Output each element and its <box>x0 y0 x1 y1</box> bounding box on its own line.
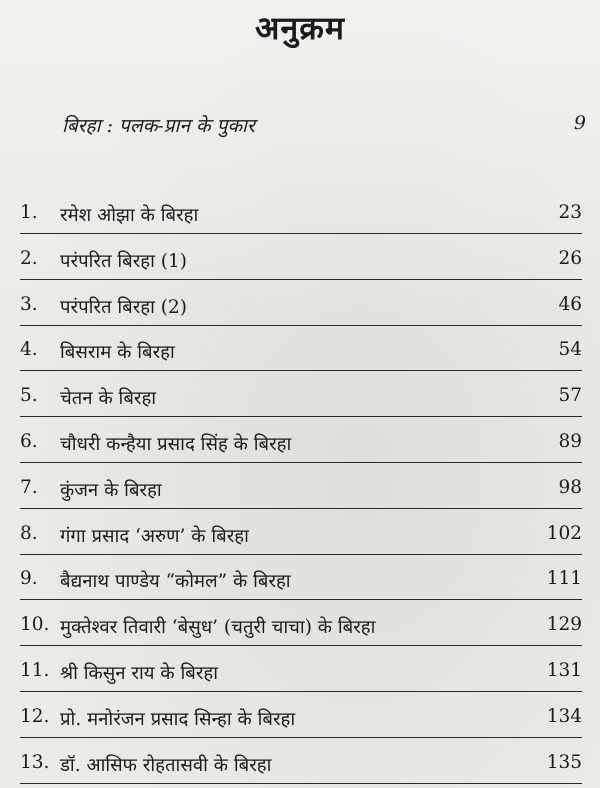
toc-entry <box>20 568 582 598</box>
toc-entry <box>20 339 582 369</box>
entry-number: 5. <box>20 385 38 407</box>
intro-title: बिरहा : पलक-प्रान के पुकार <box>62 115 255 137</box>
entry-page-number: 102 <box>546 522 582 544</box>
entry-title: श्री किसुन राय के बिरहा <box>60 663 219 684</box>
entry-page-number: 129 <box>546 614 582 636</box>
entry-title: प्रो. मनोरंजन प्रसाद सिन्हा के बिरहा <box>60 708 296 730</box>
entry-title: चेतन के बिरहा <box>60 388 157 410</box>
entry-number: 3. <box>20 293 38 315</box>
entry-divider <box>20 416 582 417</box>
entry-title: चौधरी कन्हैया प्रसाद सिंह के बिरहा <box>60 434 292 455</box>
toc-entry <box>20 202 582 232</box>
entry-page-number: 54 <box>558 339 582 361</box>
entry-divider <box>20 370 582 371</box>
entry-number: 10. <box>20 614 50 636</box>
entry-page-number: 23 <box>558 202 582 223</box>
intro-entry <box>62 112 586 142</box>
entry-number: 6. <box>20 431 38 452</box>
entry-number: 2. <box>20 247 38 269</box>
entry-page-number: 111 <box>546 568 582 590</box>
entry-title: परंपरित बिरहा (2) <box>60 296 187 318</box>
toc-entry <box>20 385 582 415</box>
entry-number: 1. <box>20 202 38 223</box>
entry-divider <box>20 691 582 692</box>
entry-title: मुक्तेश्वर तिवारी ‘बेसुध’ (चतुरी चाचा) के बिरहा <box>60 617 376 639</box>
entry-title: परंपरित बिरहा (1) <box>60 250 187 272</box>
entry-title: कुंजन के बिरहा <box>60 479 162 501</box>
entry-title: रमेश ओझा के बिरहा <box>60 205 199 226</box>
entry-number: 4. <box>20 339 38 361</box>
toc-entry <box>20 523 582 553</box>
entry-page-number: 89 <box>558 431 582 452</box>
entry-title: डॉ. आसिफ रोहतासवी के बिरहा <box>60 754 272 776</box>
entry-divider <box>20 737 582 738</box>
entry-number: 9. <box>20 568 38 590</box>
entry-divider <box>20 508 582 509</box>
entry-divider <box>20 233 582 234</box>
entry-divider <box>20 462 582 463</box>
entry-page-number: 26 <box>558 247 582 269</box>
toc-entry <box>20 752 582 782</box>
toc-entry <box>20 706 582 736</box>
entry-page-number: 131 <box>546 660 582 681</box>
entry-page-number: 98 <box>558 476 582 498</box>
toc-entry <box>20 294 582 324</box>
entry-divider <box>20 554 582 555</box>
toc-entry <box>20 614 582 644</box>
entry-page-number: 46 <box>558 293 582 315</box>
toc-entry <box>20 477 582 507</box>
entry-number: 11. <box>20 660 50 681</box>
intro-page-number: 9 <box>573 112 586 134</box>
toc-entry <box>20 248 582 278</box>
entry-title: बिसराम के बिरहा <box>60 342 175 364</box>
entry-page-number: 57 <box>558 385 582 407</box>
entry-number: 8. <box>20 522 38 544</box>
page-title: अनुक्रम <box>255 9 345 47</box>
entry-page-number: 134 <box>546 705 582 727</box>
entry-number: 12. <box>20 705 50 727</box>
entry-divider <box>20 783 582 784</box>
entry-divider <box>20 279 582 280</box>
entry-number: 7. <box>20 476 38 498</box>
entry-divider <box>20 599 582 600</box>
entry-title: गंगा प्रसाद ‘अरुण’ के बिरहा <box>60 525 249 547</box>
entry-number: 13. <box>20 751 50 773</box>
toc-entry <box>20 431 582 461</box>
entry-divider <box>20 645 582 646</box>
entry-page-number: 135 <box>546 751 582 773</box>
entry-divider <box>20 325 582 326</box>
entry-title: बैद्यनाथ पाण्डेय “कोमल” के बिरहा <box>60 571 291 593</box>
toc-entry <box>20 660 582 690</box>
